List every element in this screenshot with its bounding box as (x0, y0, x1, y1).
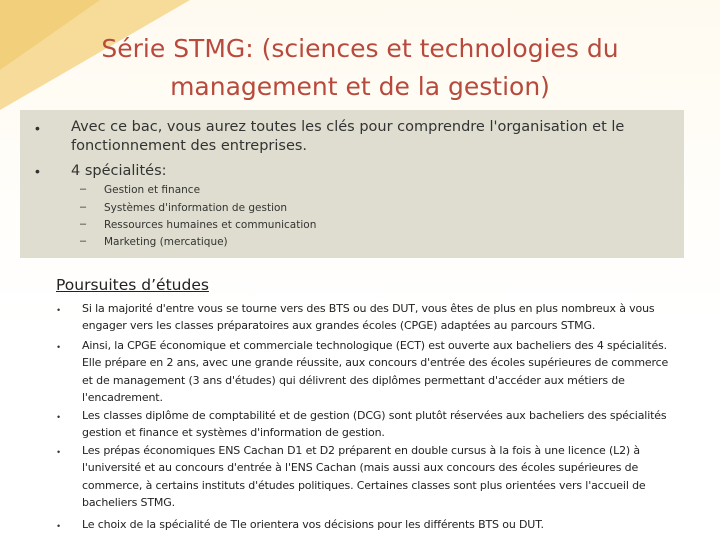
bullet-marker: • (57, 342, 61, 352)
poursuite-item: Si la majorité d'entre vous se tourne vers des BTS ou des DUT, vous êtes de plus en plus nombreux à vous engager vers les classes préparatoires aux grandes écoles (CPGE) adaptées au parcours STMG. (82, 302, 655, 333)
bullet-marker: • (57, 447, 61, 457)
dash-marker: – (80, 201, 87, 213)
dash-marker: – (80, 183, 87, 195)
bullet-marker: • (57, 521, 61, 531)
dash-marker: – (80, 235, 87, 247)
poursuite-item: Le choix de la spécialité de Tle orientera vos décisions pour les différents BTS ou DUT. (82, 518, 544, 531)
specialite-item: Systèmes d'information de gestion (104, 202, 288, 214)
poursuite-item: Les prépas économiques ENS Cachan D1 et D2 préparent en double cursus à la fois à une licence (L2) à l'université et au concours d'entrée à l'ENS Cachan (mais aussi aux concours des écoles supérieures de commerce, à certains instituts d'études politiques. Certaines classes sont plus orientées vers l'accueil de bacheliers STMG. (82, 444, 646, 510)
specialite-item: Gestion et finance (104, 184, 201, 196)
dash-marker: – (80, 218, 87, 230)
specialite-item: Marketing (mercatique) (104, 236, 228, 248)
bullet-marker: • (57, 305, 61, 315)
intro-bullet-1: Avec ce bac, vous aurez toutes les clés pour comprendre l'organisation et le fonctionnement des entreprises. (71, 119, 625, 154)
specialite-item: Ressources humaines et communication (104, 219, 317, 231)
bullet-marker: • (35, 120, 40, 136)
poursuite-item: Ainsi, la CPGE économique et commerciale technologique (ECT) est ouverte aux bacheliers des 4 spécialités. Elle prépare en 2 ans, avec une grande réussite, aux concours d'entrée des écoles supérieures de commerce et de management (3 ans d'études) qui délivrent des diplômes permettant d'accéder aux métiers de l'encadrement. (82, 339, 669, 405)
slide-title: Série STMG: (sciences et technologies du management et de la gestion) (101, 34, 619, 101)
section-heading: Poursuites d’études (56, 276, 209, 294)
bullet-marker: • (57, 412, 61, 422)
bullet-marker: • (35, 163, 40, 179)
intro-bullet-2: 4 spécialités: (71, 163, 167, 179)
poursuite-item: Les classes diplôme de comptabilité et de gestion (DCG) sont plutôt réservées aux bacheliers des spécialités gestion et finance et systèmes d'information de gestion. (82, 409, 667, 440)
